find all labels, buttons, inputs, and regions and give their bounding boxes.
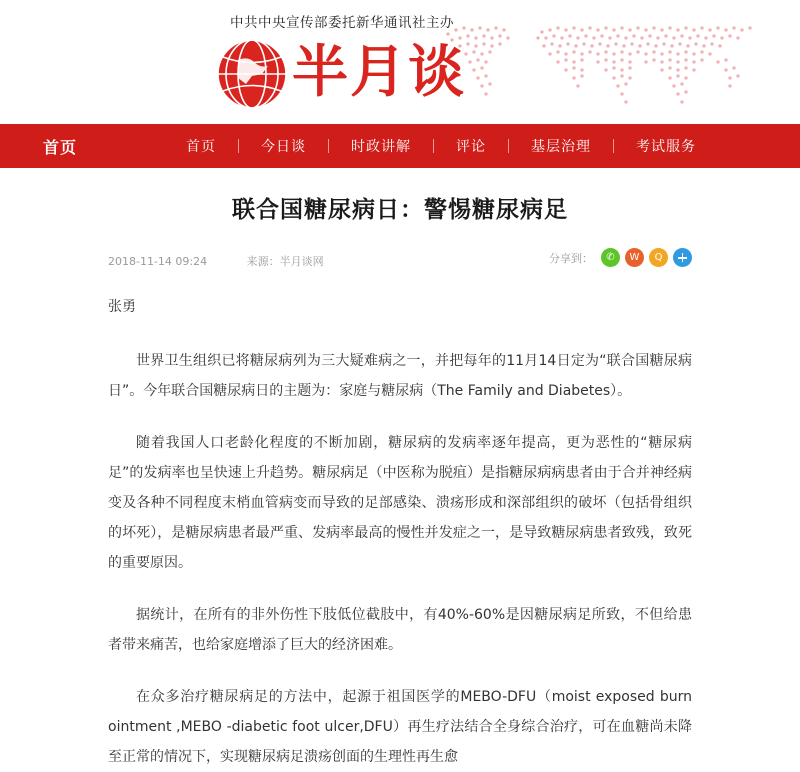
qq-glyph: Q xyxy=(654,252,663,263)
weibo-glyph: W xyxy=(629,252,640,263)
nav-item-politics-explain[interactable]: 时政讲解 xyxy=(351,139,411,155)
brand-kicker: 中共中央宣传部委托新华通讯社主办 xyxy=(230,15,454,31)
nav-item-commentary[interactable]: 评论 xyxy=(456,139,486,155)
share-label: 分享到： xyxy=(549,251,593,265)
wechat-share-icon[interactable] xyxy=(601,248,620,267)
brand-block xyxy=(212,14,472,110)
share-block xyxy=(549,248,692,267)
article-meta xyxy=(108,248,692,274)
article-paragraph: 随着我国人口老龄化程度的不断加剧，糖尿病的发病率逐年提高，更为恶性的“糖尿病足”的发病率也呈快速上升趋势。糖尿病足（中医称为脱疽）是指糖尿病病患者由于合并神经病变及各种不同程度末梢血管病变而导致的足部感染、溃疡形成和深部组织的破坏（包括骨组织的坏死），是糖尿病患者最严重、发病率最高的慢性并发症之一，是导致糖尿病患者致残，致死的重要原因。 xyxy=(108,435,692,571)
brand-title: 半月谈 xyxy=(292,40,466,105)
nav-item-exam-services[interactable]: 考试服务 xyxy=(636,139,696,155)
wechat-glyph: ✆ xyxy=(606,252,615,263)
article-paragraph: 在众多治疗糖尿病足的方法中，起源于祖国医学的MEBO-DFU（moist exposed burn ointment ,MEBO -diabetic foot ulcer,DFU）再生疗法结合全身综合治疗，可在血糖尚未降至正常的情况下，实现糖尿病足溃疡创面的生理性再生愈 xyxy=(108,689,692,765)
source-label: 来源： xyxy=(246,255,280,268)
article-paragraph: 据统计，在所有的非外伤性下肢低位截肢中，有40%-60%是因糖尿病足所致，不但给患者带来痛苦，也给家庭增添了巨大的经济困难。 xyxy=(108,607,692,653)
meta-left xyxy=(108,253,324,269)
masthead xyxy=(0,0,800,124)
more-share-icon[interactable] xyxy=(673,248,692,267)
page-title: 联合国糖尿病日：警惕糖尿病足 xyxy=(232,197,568,223)
logo-row[interactable] xyxy=(212,36,472,110)
world-map-halftone-icon xyxy=(430,4,800,122)
nav-home-tab[interactable]: 首页 xyxy=(42,137,77,157)
nav-item-today-talk[interactable]: 今日谈 xyxy=(261,139,306,155)
article-body xyxy=(108,292,692,772)
weibo-share-icon[interactable] xyxy=(625,248,644,267)
article xyxy=(0,168,800,772)
globe-icon xyxy=(216,38,288,110)
source-name: 半月谈网 xyxy=(279,255,324,268)
nav-item-home[interactable]: 首页 xyxy=(186,139,216,155)
nav-items xyxy=(120,124,800,168)
qq-share-icon[interactable] xyxy=(649,248,668,267)
author-byline: 张勇 xyxy=(108,299,136,315)
main-navigation xyxy=(0,124,800,168)
nav-item-grassroots-governance[interactable]: 基层治理 xyxy=(531,139,591,155)
publish-date: 2018-11-14 09:24 xyxy=(108,255,208,268)
article-paragraph: 世界卫生组织已将糖尿病列为三大疑难病之一，并把每年的11月14日定为“联合国糖尿病日”。今年联合国糖尿病日的主题为：家庭与糖尿病（The Family and Diabetes）。 xyxy=(108,353,692,399)
